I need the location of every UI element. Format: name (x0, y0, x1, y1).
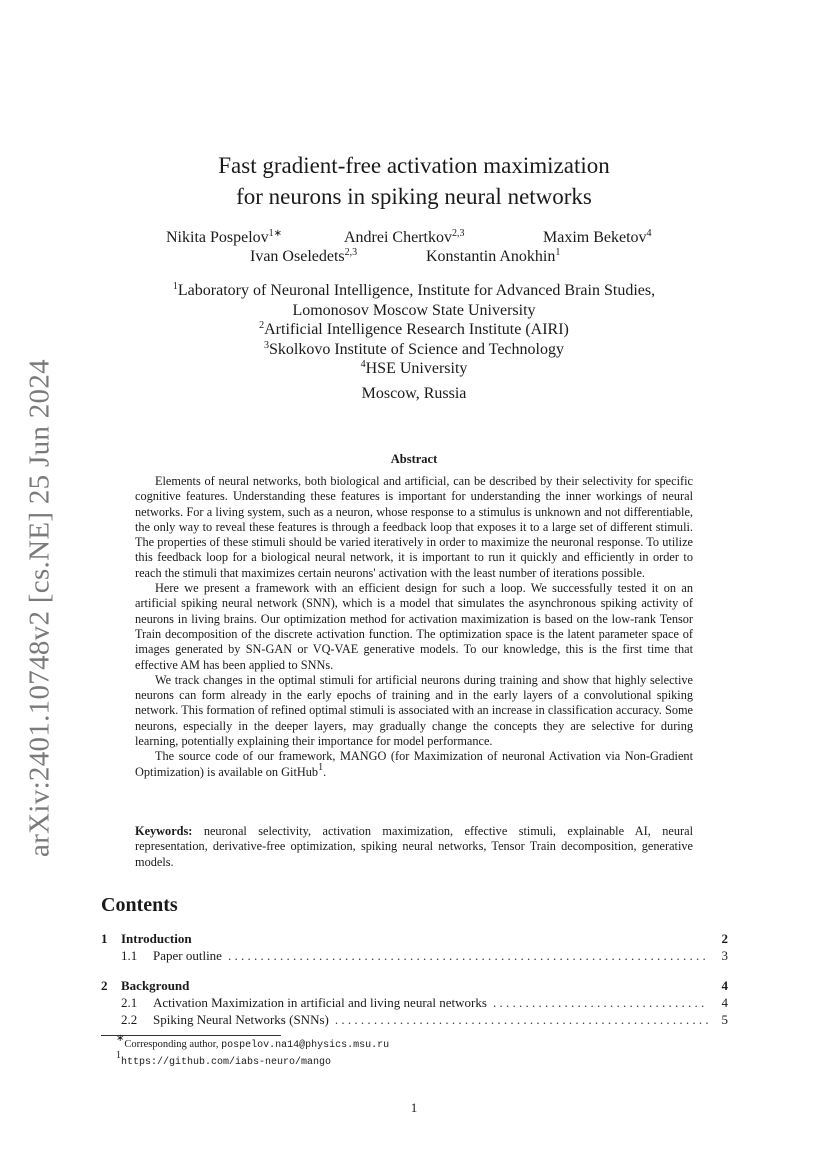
contents-heading: Contents (101, 894, 178, 916)
author-4: Ivan Oseledets$^{2,3}$ (250, 247, 358, 265)
title-line-1: Fast gradient-free activation maximization (218, 153, 610, 178)
author-3: Maxim Beketov$^4$ (543, 228, 652, 246)
corresponding-email[interactable]: pospelov.na14@physics.msu.ru (221, 1040, 390, 1051)
affiliation-1-cont: Lomonosov Moscow State University (292, 301, 536, 319)
location: Moscow, Russia (361, 385, 467, 402)
toc-entry-activation-maximization[interactable]: 2.1 Activation Maximization in artificial and living neural networks . . . 4 (101, 994, 728, 1011)
keywords-label: Keywords: (135, 824, 193, 838)
keywords-text: neuronal selectivity, activation maximization, effective stimuli, explainable AI, neural representation, derivative-free optimization, spiking neural networks, Tensor Train decomposition, generative models. (135, 824, 693, 869)
abstract-heading: Abstract (390, 452, 438, 466)
footnote-rule (101, 1035, 281, 1036)
footnote-github: $^1$https://github.com/iabs-neuro/mango (116, 1050, 332, 1068)
affiliation-2: $^2$Artificial Intelligence Research Institute (AIRI) (259, 320, 569, 338)
abstract-paragraph-2: Here we present a framework with an efficient design for such a loop. We successfully tested it on an artificial spiking neural network (SNN), which is a model that simulates the asynchronous spiking activity of neurons in living brains. Our optimization method for activation maximization is based on the low-rank Tensor Train decomposition of the discrete activation function. The optimization space is the latent parameter space of images generated by SN-GAN or VQ-VAE generative models. To our knowledge, this is the first time that effective AM has been applied to SNNs. (135, 581, 693, 672)
affiliation-1: $^1$Laboratory of Neuronal Intelligence, Institute for Advanced Brain Studies, (172, 281, 656, 299)
github-link[interactable]: https://github.com/iabs-neuro/mango (121, 1057, 332, 1068)
affiliations (0, 281, 828, 379)
toc-entry-introduction[interactable]: 1 Introduction 2 (101, 931, 728, 946)
abstract-paragraph-3: We track changes in the optimal stimuli for artificial neurons during training and show that highly selective neurons can form already in the early epochs of training and in the early layers of a convolutional spiking network. This formation of refined optimal stimuli is associated with an increase in classification accuracy. Some neurons, especially in the deeper layers, may gradually change the concepts they are selective for during learning, potentially explaining their importance for model performance. (135, 672, 693, 749)
page-number: 1 (410, 1100, 418, 1115)
keywords (135, 824, 693, 870)
author-2: Andrei Chertkov$^{2,3}$ (344, 228, 465, 246)
title-line-2: for neurons in spiking neural networks (236, 184, 592, 209)
abstract-paragraph-4: The source code of our framework, MANGO (for Maximization of neuronal Activation via Non-Gradient Optimization) is available on GitHub$^1$. (135, 749, 693, 779)
arxiv-stamp (20, 359, 60, 857)
affiliation-4: $^4$HSE University (360, 359, 468, 377)
abstract-body (135, 474, 693, 780)
toc-entry-snns[interactable]: 2.2 Spiking Neural Networks (SNNs) . . . 5 (101, 1011, 728, 1028)
author-1: Nikita Pospelov$^{1∗}$ (166, 228, 283, 246)
toc-entry-background[interactable]: 2 Background 4 (101, 978, 728, 993)
affiliation-3: $^3$Skolkovo Institute of Science and Technology (264, 339, 564, 358)
abstract-paragraph-1: Elements of neural networks, both biological and artificial, can be described by their selectivity for specific cognitive features. Understanding these features is important for understanding the inner workings of neural networks. For a living system, such as a neuron, whose response to a stimulus is unknown and not differentiable, the only way to reveal these features is through a feedback loop that exposes it to a large set of different stimuli. The properties of these stimuli should be varied iteratively in order to maximize the neuronal response. To utilize this feedback loop for a biological neural network, it is important to run it quickly and efficiently in order to reach the stimuli that maximizes certain neurons' activation with the least number of iterations possible. (135, 474, 693, 580)
footnote-corresponding: ∗Corresponding author, pospelov.na14@physics.msu.ru (116, 1033, 390, 1051)
author-5: Konstantin Anokhin$^1$ (426, 247, 561, 265)
toc-entry-paper-outline[interactable]: 1.1 Paper outline . . . 3 (101, 947, 728, 964)
table-of-contents (101, 930, 728, 1028)
paper-title (0, 150, 828, 212)
arxiv-stamp-text: arXiv:2401.10748v2 [cs.NE] 25 Jun 2024 (23, 359, 56, 857)
